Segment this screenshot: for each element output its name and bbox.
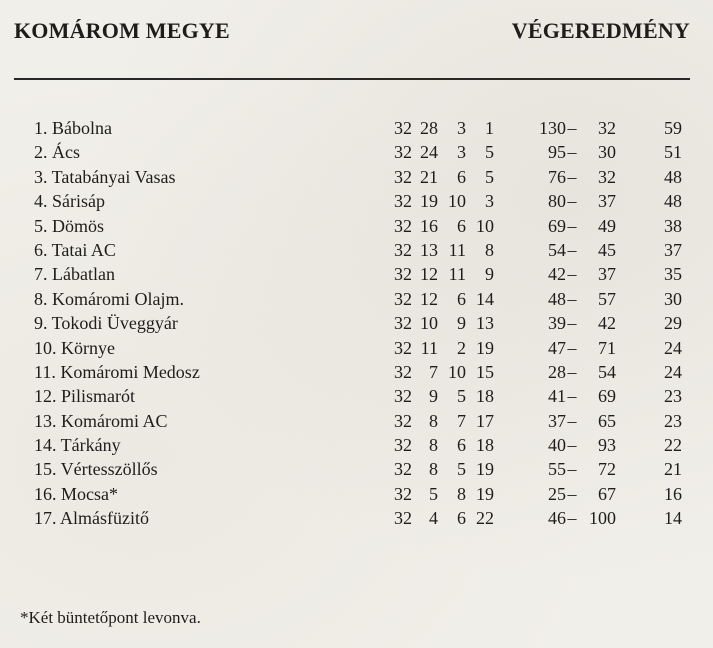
goal-separator: – xyxy=(567,118,577,138)
games-drawn: 10 xyxy=(448,361,466,382)
games-lost: 19 xyxy=(476,483,494,504)
team-name: 5. Dömös xyxy=(34,215,105,236)
goals-for: 28 xyxy=(548,361,566,382)
goals-for: 40 xyxy=(548,435,566,456)
team-name: 6. Tatai AC xyxy=(34,239,116,260)
games-won: 7 xyxy=(429,361,438,382)
team-name: 10. Környe xyxy=(34,337,115,358)
games-drawn: 3 xyxy=(457,142,466,163)
goals-against: 37 xyxy=(598,264,616,285)
games-played: 32 xyxy=(394,361,412,382)
goals-for: 46 xyxy=(548,508,566,529)
goal-separator: – xyxy=(567,191,577,212)
games-played: 32 xyxy=(394,215,412,236)
table-row xyxy=(34,457,694,481)
team-name: 8. Komáromi Olajm. xyxy=(34,288,184,309)
points: 48 xyxy=(664,166,682,187)
table-row xyxy=(34,409,694,433)
games-lost: 5 xyxy=(485,166,494,187)
games-played: 32 xyxy=(394,166,412,187)
team-name: 14. Tárkány xyxy=(34,435,121,456)
team-name: 12. Pilismarót xyxy=(34,386,136,407)
team-name: 13. Komáromi AC xyxy=(34,410,168,431)
points: 29 xyxy=(664,313,682,334)
team-name: 16. Mocsa* xyxy=(34,483,118,504)
points: 24 xyxy=(664,337,682,358)
table-row xyxy=(34,482,694,506)
final-result-title: VÉGEREDMÉNY xyxy=(511,18,690,43)
games-played: 32 xyxy=(394,313,412,334)
table-row xyxy=(34,189,694,213)
table-row xyxy=(34,140,694,164)
points: 38 xyxy=(664,215,682,236)
goal-separator: – xyxy=(567,435,577,456)
points: 51 xyxy=(664,142,682,163)
goals-against: 37 xyxy=(598,191,616,212)
goals-against: 49 xyxy=(598,215,616,236)
goals-against: 32 xyxy=(598,118,616,138)
games-won: 28 xyxy=(420,118,438,138)
goal-separator: – xyxy=(567,142,577,163)
goal-separator: – xyxy=(567,386,577,407)
games-drawn: 5 xyxy=(457,386,466,407)
team-name: 2. Ács xyxy=(34,142,80,163)
games-lost: 19 xyxy=(476,337,494,358)
games-won: 8 xyxy=(429,459,438,480)
games-won: 4 xyxy=(429,508,438,529)
games-won: 10 xyxy=(420,313,438,334)
team-name: 3. Tatabányai Vasas xyxy=(34,166,176,187)
games-drawn: 2 xyxy=(457,337,466,358)
points: 16 xyxy=(664,483,682,504)
goals-against: 30 xyxy=(598,142,616,163)
games-lost: 1 xyxy=(485,118,494,138)
team-name: 9. Tokodi Üveggyár xyxy=(34,313,178,334)
games-won: 11 xyxy=(420,337,438,358)
games-won: 8 xyxy=(429,410,438,431)
points: 30 xyxy=(664,288,682,309)
county-title: KOMÁROM MEGYE xyxy=(14,18,230,43)
header-divider xyxy=(14,78,690,80)
games-drawn: 9 xyxy=(457,313,466,334)
team-name: 11. Komáromi Medosz xyxy=(34,361,200,382)
points: 37 xyxy=(664,239,682,260)
games-drawn: 11 xyxy=(448,239,466,260)
goal-separator: – xyxy=(567,508,577,529)
goals-against: 100 xyxy=(589,508,616,529)
goal-separator: – xyxy=(567,483,577,504)
games-won: 5 xyxy=(429,483,438,504)
goals-for: 54 xyxy=(548,239,566,260)
goal-separator: – xyxy=(567,459,577,480)
games-played: 32 xyxy=(394,337,412,358)
goals-against: 71 xyxy=(598,337,616,358)
goals-for: 37 xyxy=(548,410,566,431)
team-name: 17. Almásfüzitő xyxy=(34,508,149,529)
table-row xyxy=(34,116,694,140)
table-row xyxy=(34,262,694,286)
games-drawn: 6 xyxy=(457,166,466,187)
goals-against: 45 xyxy=(598,239,616,260)
goal-separator: – xyxy=(567,288,577,309)
points: 22 xyxy=(664,435,682,456)
games-played: 32 xyxy=(394,508,412,529)
games-lost: 19 xyxy=(476,459,494,480)
points: 14 xyxy=(664,508,682,529)
points: 59 xyxy=(664,118,682,138)
games-drawn: 10 xyxy=(448,191,466,212)
games-lost: 22 xyxy=(476,508,494,529)
table-row xyxy=(34,311,694,335)
points: 23 xyxy=(664,386,682,407)
goal-separator: – xyxy=(567,361,577,382)
footnote: *Két büntetőpont levonva. xyxy=(20,608,201,627)
games-played: 32 xyxy=(394,459,412,480)
games-won: 9 xyxy=(429,386,438,407)
goals-against: 57 xyxy=(598,288,616,309)
games-lost: 8 xyxy=(485,239,494,260)
games-won: 21 xyxy=(420,166,438,187)
games-lost: 17 xyxy=(476,410,494,431)
table-row xyxy=(34,360,694,384)
page-header xyxy=(14,18,690,52)
goals-for: 42 xyxy=(548,264,566,285)
games-drawn: 6 xyxy=(457,288,466,309)
games-won: 8 xyxy=(429,435,438,456)
games-drawn: 5 xyxy=(457,459,466,480)
games-lost: 14 xyxy=(476,288,494,309)
goal-separator: – xyxy=(567,215,577,236)
games-lost: 10 xyxy=(476,215,494,236)
goals-against: 69 xyxy=(598,386,616,407)
games-lost: 18 xyxy=(476,386,494,407)
games-drawn: 8 xyxy=(457,483,466,504)
goals-for: 95 xyxy=(548,142,566,163)
table-row xyxy=(34,214,694,238)
goals-for: 55 xyxy=(548,459,566,480)
table-row xyxy=(34,238,694,262)
goals-against: 42 xyxy=(598,313,616,334)
goals-for: 130 xyxy=(539,118,566,138)
goals-against: 54 xyxy=(598,361,616,382)
games-lost: 15 xyxy=(476,361,494,382)
games-lost: 3 xyxy=(485,191,494,212)
goals-against: 67 xyxy=(598,483,616,504)
goals-for: 48 xyxy=(548,288,566,309)
games-won: 19 xyxy=(420,191,438,212)
goals-against: 72 xyxy=(598,459,616,480)
games-played: 32 xyxy=(394,142,412,163)
games-played: 32 xyxy=(394,483,412,504)
goal-separator: – xyxy=(567,337,577,358)
points: 35 xyxy=(664,264,682,285)
table-row xyxy=(34,433,694,457)
goals-for: 76 xyxy=(548,166,566,187)
goal-separator: – xyxy=(567,166,577,187)
goals-against: 65 xyxy=(598,410,616,431)
games-played: 32 xyxy=(394,435,412,456)
goals-against: 32 xyxy=(598,166,616,187)
team-name: 7. Lábatlan xyxy=(34,264,115,285)
games-drawn: 3 xyxy=(457,118,466,138)
standings-table xyxy=(34,116,694,531)
games-drawn: 6 xyxy=(457,435,466,456)
goal-separator: – xyxy=(567,410,577,431)
games-played: 32 xyxy=(394,410,412,431)
points: 23 xyxy=(664,410,682,431)
games-played: 32 xyxy=(394,118,412,138)
goals-for: 47 xyxy=(548,337,566,358)
games-lost: 5 xyxy=(485,142,494,163)
goals-against: 93 xyxy=(598,435,616,456)
games-lost: 9 xyxy=(485,264,494,285)
games-drawn: 6 xyxy=(457,215,466,236)
goals-for: 39 xyxy=(548,313,566,334)
table-row xyxy=(34,336,694,360)
goals-for: 80 xyxy=(548,191,566,212)
games-won: 24 xyxy=(420,142,438,163)
games-played: 32 xyxy=(394,191,412,212)
games-won: 16 xyxy=(420,215,438,236)
table-row xyxy=(34,506,694,530)
games-lost: 13 xyxy=(476,313,494,334)
games-played: 32 xyxy=(394,386,412,407)
games-lost: 18 xyxy=(476,435,494,456)
games-drawn: 11 xyxy=(448,264,466,285)
table-row xyxy=(34,384,694,408)
games-played: 32 xyxy=(394,288,412,309)
games-played: 32 xyxy=(394,239,412,260)
table-row xyxy=(34,165,694,189)
team-name: 4. Sárisáp xyxy=(34,191,105,212)
team-name: 1. Bábolna xyxy=(34,118,112,138)
points: 21 xyxy=(664,459,682,480)
games-won: 12 xyxy=(420,288,438,309)
games-drawn: 7 xyxy=(457,410,466,431)
goal-separator: – xyxy=(567,313,577,334)
points: 48 xyxy=(664,191,682,212)
goal-separator: – xyxy=(567,264,577,285)
games-won: 12 xyxy=(420,264,438,285)
goals-for: 25 xyxy=(548,483,566,504)
table-row xyxy=(34,287,694,311)
games-won: 13 xyxy=(420,239,438,260)
goals-for: 41 xyxy=(548,386,566,407)
games-drawn: 6 xyxy=(457,508,466,529)
team-name: 15. Vértesszöllős xyxy=(34,459,158,480)
goal-separator: – xyxy=(567,239,577,260)
points: 24 xyxy=(664,361,682,382)
goals-for: 69 xyxy=(548,215,566,236)
games-played: 32 xyxy=(394,264,412,285)
